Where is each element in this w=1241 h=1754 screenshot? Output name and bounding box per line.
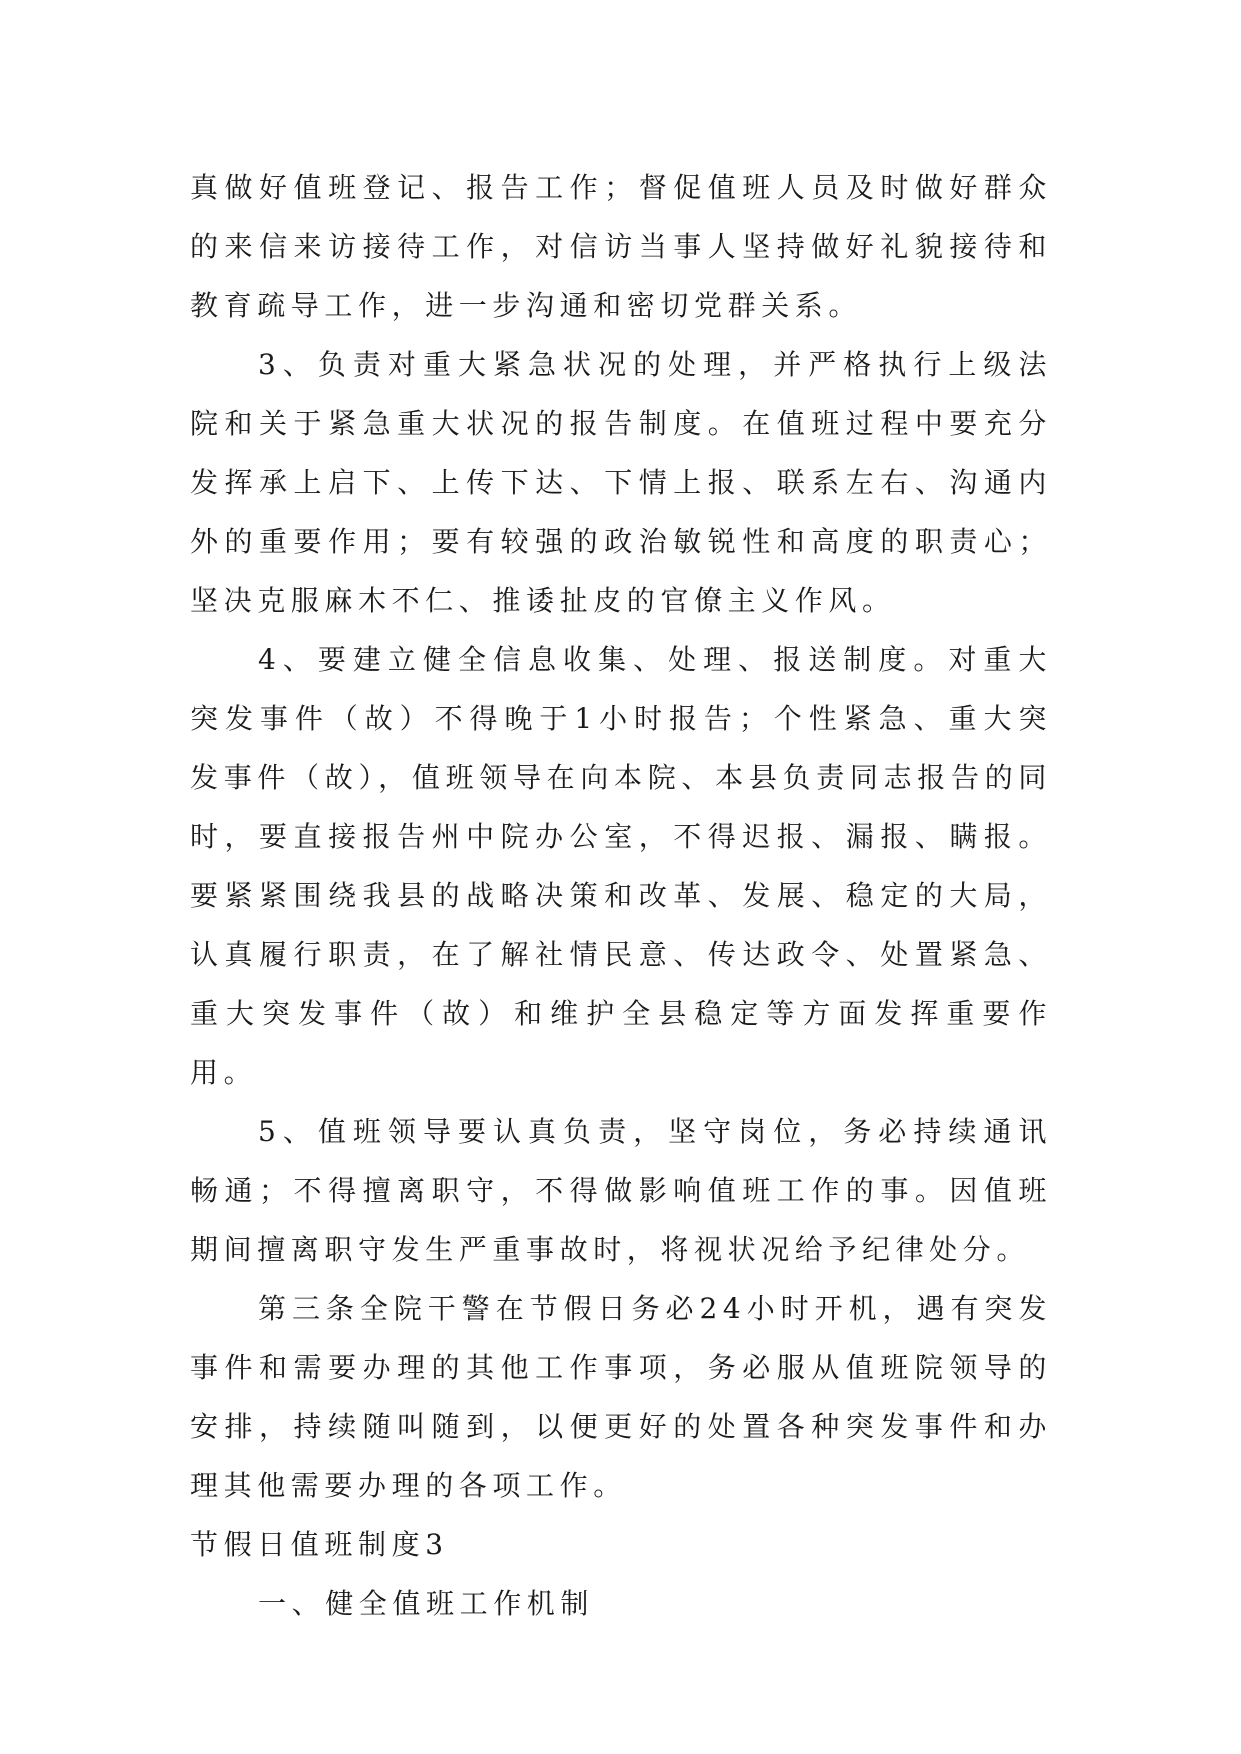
paragraph-item-5-duty-leader: 5、值班领导要认真负责，坚守岗位，务必持续通讯畅通；不得擅离职守，不得做影响值班工作的事。因值班期间擅离职守发生严重事故时，将视状况给予纪律处分。 [190,1115,1052,1266]
paragraph-item-4-information-reporting: 4、要建立健全信息收集、处理、报送制度。对重大突发事件（故）不得晚于1小时报告；个性紧急、重大突发事件（故），值班领导在向本院、本县负责同志报告的同时，要直接报告州中院办公室，不得迟报、漏报、瞒报。要紧紧围绕我县的战略决策和改革、发展、稳定的大局，认真履行职责，在了解社情民意、传达政令、处置紧急、重大突发事件（故）和维护全县稳定等方面发挥重要作用。 [190,643,1052,1089]
subsection-title: 一、健全值班工作机制 [258,1587,595,1620]
paragraph-duty-registration: 真做好值班登记、报告工作；督促值班人员及时做好群众的来信来访接待工作，对信访当事人坚持做好礼貌接待和教育疏导工作，进一步沟通和密切党群关系。 [190,171,1052,322]
paragraph-article-3: 第三条全院干警在节假日务必24小时开机，遇有突发事件和需要办理的其他工作事项，务必服从值班院领导的安排，持续随叫随到，以便更好的处置各种突发事件和办理其他需要办理的各项工作。 [190,1292,1052,1502]
section-title: 节假日值班制度3 [190,1528,449,1561]
document-body [190,158,1052,1633]
paragraph-item-3-emergency-handling: 3、负责对重大紧急状况的处理，并严格执行上级法院和关于紧急重大状况的报告制度。在值班过程中要充分发挥承上启下、上传下达、下情上报、联系左右、沟通内外的重要作用；要有较强的政治敏锐性和高度的职责心；坚决克服麻木不仁、推诿扯皮的官僚主义作风。 [190,348,1052,617]
